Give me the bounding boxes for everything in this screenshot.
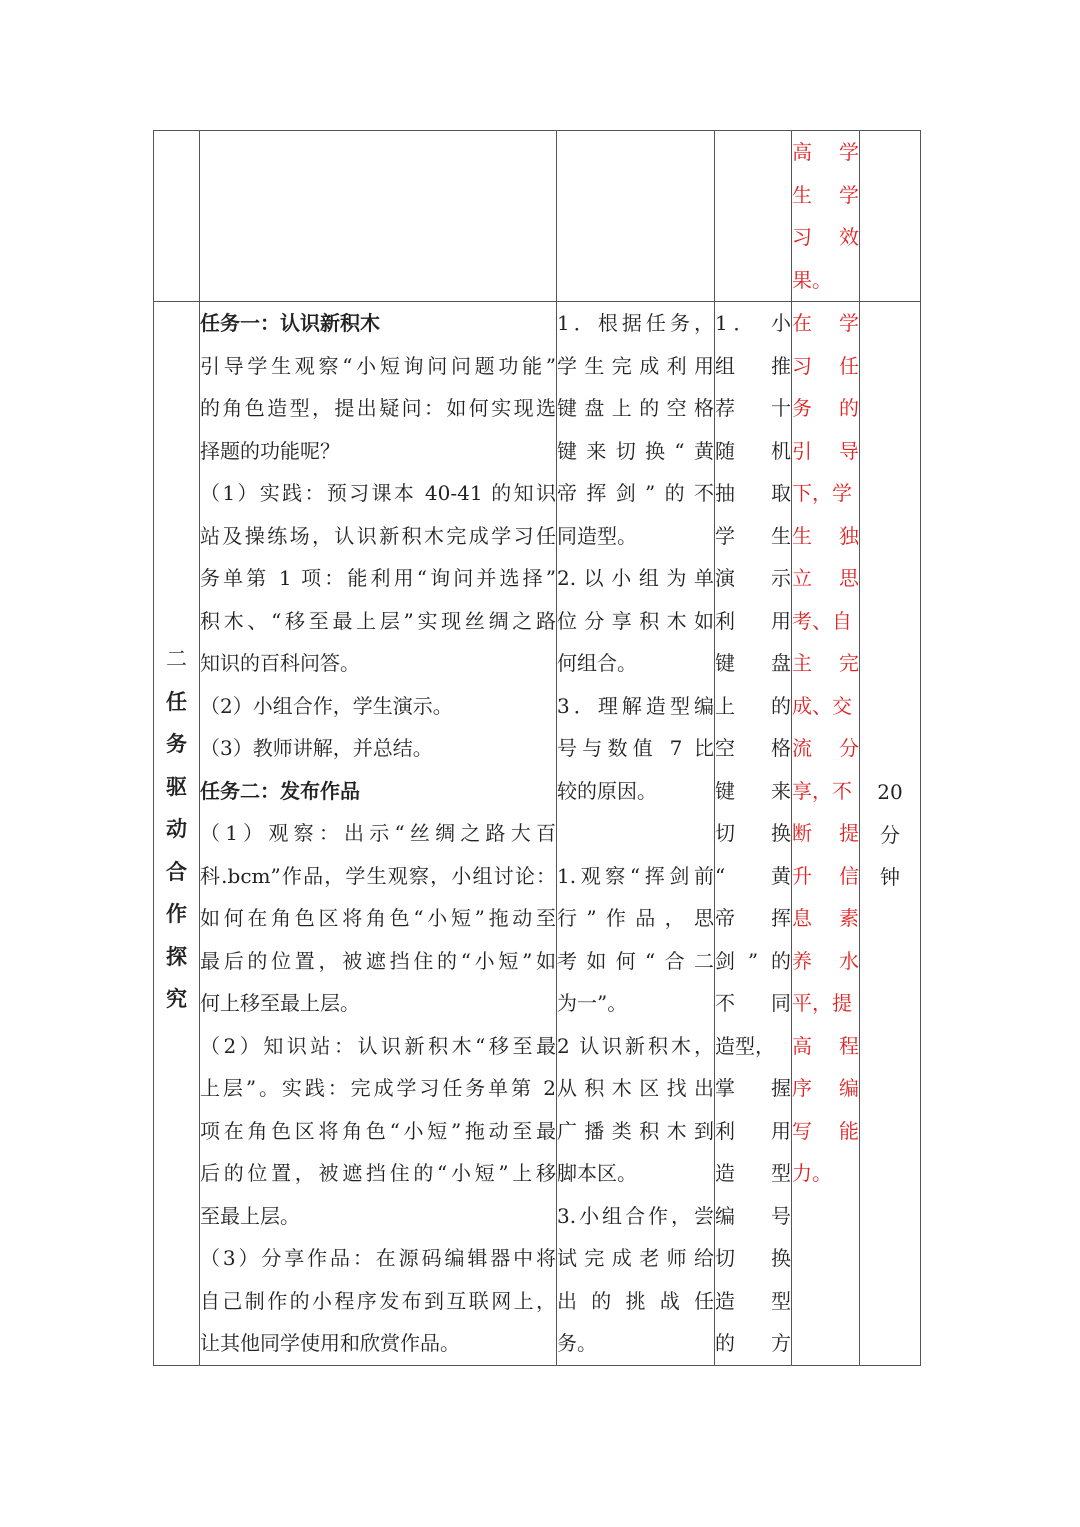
content-line: 上层”。实践：完成学习任务单第 2 — [200, 1076, 556, 1100]
stage-char: 探 — [166, 943, 187, 969]
activity-line: 行”作品，思 — [557, 906, 714, 930]
activity-line: 从积木区找出 — [557, 1076, 714, 1100]
time-unit-char: 分 — [880, 822, 900, 847]
time-cell — [860, 302, 921, 1366]
activity-line: 广播类积木到 — [557, 1118, 714, 1143]
activity-line: 考如何“合二 — [557, 948, 714, 973]
content-line: 积木、“移至最上层”实现丝绸之路 — [200, 608, 556, 633]
content-line: 务单第 1 项：能利用“询问并选择” — [200, 566, 556, 590]
activity-line: 帝挥剑”的不 — [557, 481, 714, 505]
stage-char: 合 — [166, 858, 187, 884]
content-line: 至最上层。 — [200, 1203, 300, 1228]
purpose-line: 流 分 — [792, 736, 859, 760]
table-row-top — [154, 131, 921, 302]
method-line: 的 方 — [715, 1331, 791, 1355]
content-line: 站及操练场，认识新积木完成学习任 — [200, 523, 556, 548]
content-line: 何上移至最上层。 — [200, 991, 360, 1015]
method-line: 切 换 — [715, 821, 791, 845]
activity-line: 3．理解造型编 — [557, 693, 714, 718]
activity-line: 试完成老师给 — [557, 1246, 714, 1270]
method-line: 编 号 — [715, 1203, 791, 1228]
content-line: 自己制作的小程序发布到互联网上， — [200, 1288, 556, 1313]
method-line: 随 机 — [715, 438, 791, 463]
purpose-line: 高 程 — [792, 1033, 859, 1058]
method-line: 键 盘 — [715, 651, 791, 675]
purpose-line: 立 思 — [792, 566, 859, 590]
purpose-line: 务 的 — [792, 396, 859, 420]
method-cell — [715, 302, 792, 1366]
task-heading: 任务二：发布作品 — [200, 778, 360, 803]
content-line: 如何在角色区将角色“小短”拖动至 — [200, 906, 556, 930]
method-line: 学 生 — [715, 523, 791, 548]
method-line: “ 黄 — [715, 863, 791, 888]
method-line: 利 用 — [715, 608, 791, 633]
activity-line: 1．根据任务， — [557, 311, 714, 335]
stage-char: 任 — [166, 688, 187, 714]
stage-char: 务 — [166, 731, 187, 756]
content-line: 让其他同学使用和欣赏作品。 — [200, 1331, 460, 1355]
method-line: 剑”的 — [715, 948, 791, 973]
content-line: 科.bcm”作品，学生观察，小组讨论： — [200, 863, 556, 888]
purpose-line: 断 提 — [792, 821, 859, 845]
activity-line: 2 认识新积木， — [557, 1033, 714, 1058]
stage-char: 驱 — [166, 773, 187, 799]
purpose-line: 力。 — [792, 1161, 832, 1185]
method-line: 键 来 — [715, 778, 791, 803]
activity-spacer — [557, 812, 714, 855]
method-line: 掌 握 — [715, 1076, 791, 1100]
method-line: 造 型 — [715, 1288, 791, 1313]
method-line: 1． 小 — [715, 311, 791, 335]
activity-line: 同造型。 — [557, 523, 637, 548]
content-line: （3）教师讲解，并总结。 — [200, 736, 433, 760]
activity-line: 号与数值 7 比 — [557, 736, 714, 760]
purpose-line: 主 完 — [792, 651, 859, 675]
content-line: 的角色造型，提出疑问：如何实现选 — [200, 396, 556, 420]
method-line: 空 格 — [715, 736, 791, 760]
method-line: 演 示 — [715, 566, 791, 590]
time-cell-top — [860, 131, 921, 302]
stage-cell-top — [154, 131, 200, 302]
time-value: 20 — [877, 780, 903, 804]
purpose-line: 成、交 — [792, 693, 852, 718]
lesson-plan-table — [153, 130, 921, 1366]
method-line: 造 型 — [715, 1161, 791, 1185]
method-line: 不 同 — [715, 991, 791, 1015]
purpose-line: 序 编 — [792, 1076, 859, 1100]
content-line: （1）观察：出示“丝绸之路大百 — [200, 821, 556, 845]
activity-line: 3.小组合作，尝 — [557, 1203, 714, 1228]
content-line: （2）知识站：认识新积木“移至最 — [200, 1033, 556, 1058]
content-line: 后的位置，被遮挡住的“小短”上移 — [200, 1161, 556, 1185]
activity-line: 键盘上的空格 — [557, 396, 714, 420]
activity-cell — [557, 302, 715, 1366]
purpose-line: 引 导 — [792, 438, 859, 463]
content-line: 最后的位置，被遮挡住的“小短”如 — [200, 948, 556, 973]
activity-line: 为一”。 — [557, 991, 628, 1015]
method-line: 抽 取 — [715, 481, 791, 505]
activity-line: 1.观察“挥剑前 — [557, 863, 714, 888]
activity-line: 键来切换“黄 — [557, 438, 714, 463]
activity-line: 2.以小组为单 — [557, 566, 714, 590]
activity-line: 学生完成利用 — [557, 353, 714, 378]
method-cell-top — [715, 131, 792, 302]
method-line: 上 的 — [715, 693, 791, 718]
method-line: 组 推 — [715, 353, 791, 378]
time-unit-char: 钟 — [880, 865, 900, 889]
purpose-line: 果。 — [792, 267, 832, 292]
purpose-line: 养 水 — [792, 948, 859, 973]
activity-line: 何组合。 — [557, 651, 637, 675]
method-line: 切 换 — [715, 1246, 791, 1270]
activity-line: 出的挑战任 — [557, 1288, 714, 1313]
method-line: 荐 十 — [715, 396, 791, 420]
purpose-line: 升 信 — [792, 863, 859, 888]
purpose-cell-top — [792, 131, 860, 302]
method-line: 帝 挥 — [715, 906, 791, 930]
purpose-line: 习 效 — [792, 225, 859, 249]
purpose-line: 考、自 — [792, 608, 852, 633]
activity-line: 务。 — [557, 1331, 597, 1355]
purpose-line: 在 学 — [792, 311, 859, 335]
purpose-line: 高 学 — [792, 140, 859, 164]
purpose-line: 生 学 — [792, 182, 859, 207]
purpose-line: 享，不 — [792, 778, 852, 803]
content-line: 项在角色区将角色“小短”拖动至最 — [200, 1118, 556, 1143]
activity-cell-top — [557, 131, 715, 302]
task-heading: 任务一：认识新积木 — [200, 311, 380, 335]
purpose-line: 生 独 — [792, 523, 859, 548]
content-cell-top — [200, 131, 557, 302]
stage-char: 究 — [166, 986, 187, 1011]
purpose-line: 下，学 — [792, 481, 852, 505]
activity-line: 位分享积木如 — [557, 608, 714, 633]
stage-char: 二 — [166, 647, 187, 671]
method-line: 造型， — [715, 1033, 775, 1058]
content-line: （1）实践：预习课本 40-41 的知识 — [200, 481, 556, 505]
purpose-line: 写 能 — [792, 1118, 859, 1143]
purpose-line: 息 素 — [792, 906, 859, 930]
table-row-main — [154, 302, 921, 1366]
content-line: 引导学生观察“小短询问问题功能” — [200, 353, 556, 378]
activity-line: 较的原因。 — [557, 778, 657, 803]
content-line: （3）分享作品：在源码编辑器中将 — [200, 1246, 556, 1270]
purpose-cell — [792, 302, 860, 1366]
content-line: 择题的功能呢？ — [200, 438, 340, 463]
activity-line: 脚本区。 — [557, 1161, 637, 1185]
purpose-line: 习 任 — [792, 353, 859, 378]
purpose-line: 平，提 — [792, 991, 852, 1015]
stage-char: 动 — [166, 816, 187, 841]
stage-cell — [154, 302, 200, 1366]
content-line: （2）小组合作，学生演示。 — [200, 693, 453, 718]
content-cell — [200, 302, 557, 1366]
content-line: 知识的百科问答。 — [200, 651, 360, 675]
stage-char: 作 — [166, 901, 187, 926]
method-line: 利 用 — [715, 1118, 791, 1143]
